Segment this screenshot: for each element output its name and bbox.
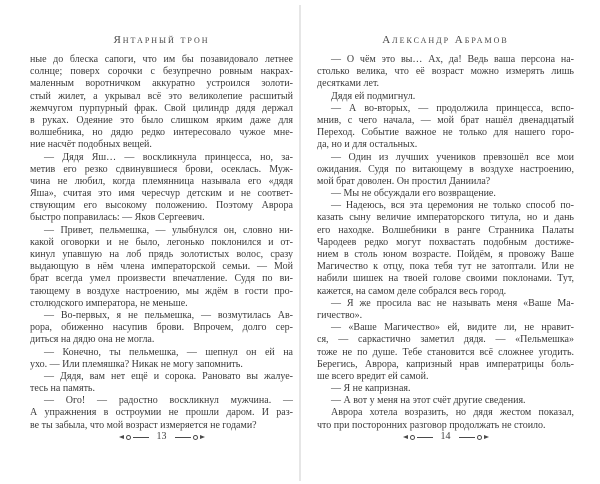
footer-ornament-right-icon [175, 435, 205, 440]
text-line: ше всего вредит ей самой. [317, 370, 429, 382]
text-line: десятками лет. [317, 78, 380, 90]
text-line: да, но и для остальных. [317, 139, 418, 151]
text-line: — Ого! — радостно воскликнул мужчина. — [44, 395, 293, 407]
text-line: ные до блеска сапоги, что им бы позавидовало летнее [30, 54, 293, 65]
text-line: — А во-вторых, — продолжила принцесса, вспо- [331, 102, 574, 114]
text-line: жемчугом пурпурный фрак. Свой цилиндр дядя держал [30, 102, 293, 114]
text-line: — Надеюсь, вся эта церемония не только способ по- [331, 200, 574, 212]
text-line: нием в столь юном возрасте. Пойдём, я провожу Ваше [317, 249, 574, 260]
footer-ornament-right-icon [459, 435, 489, 440]
text-line: солнце; поверх сорочки с безупречно ровным накрах- [30, 66, 293, 78]
text-line: Берегись, Аврора, капризный нрав императрицы боль- [317, 358, 574, 370]
text-line: тающему в воздухе настроению, мы ждём в гости про- [30, 285, 293, 297]
text-line: метив его резко сдвинувшиеся брови, осеклась. Муж- [30, 163, 293, 175]
text-line: гичество». [317, 309, 363, 321]
running-head-book-title: Янтарный трон [113, 34, 210, 46]
text-line: Магичество к отцу, пока тебя тут не затоптали. Или не [317, 261, 574, 273]
text-line: Чародеев редко могут похвастать подобным достиже- [317, 236, 574, 248]
text-line: Переход. Событие важное не только для нашего горо- [317, 127, 574, 139]
page-text-body [317, 54, 574, 432]
text-line: ся, — саркастично заметил дядя. — «Пельмешка» [317, 334, 574, 346]
text-line: стый жилет, а укрывал всё это великолепие расшитый [30, 90, 293, 102]
text-line: — Дядя, вам нет ещё и сорока. Рановато вы жалуе- [44, 370, 293, 382]
text-line: выдающую в нём члена императорской семьи. — Мой [30, 261, 293, 273]
page-left [30, 0, 293, 484]
text-line: Яша», считая это имя чересчур детским и не соответ- [30, 188, 293, 200]
text-line: — Во-первых, я не пельмешка, — возмутилась Ав- [44, 309, 293, 321]
text-line: столько велика, что её возраст можно измерять лишь [317, 66, 574, 78]
text-line: чина не любил, когда племянница называла его «дядя [30, 175, 293, 187]
text-line: — Конечно, ты пельмешка, — шепнул он ей на [44, 346, 293, 358]
text-line: кажется, на самом деле собрался весь город. [317, 285, 507, 297]
text-line: брат всегда умел произвести впечатление. Судя по ви- [30, 273, 293, 285]
text-line: рора, обиженно насупив брови. Впрочем, долго сер- [30, 322, 293, 334]
text-line: казать сыну величие императорского титула, но и дань [317, 212, 574, 224]
text-line: — «Ваше Магичество» ей, видите ли, не нравит- [331, 322, 574, 334]
page-number: 14 [440, 431, 451, 442]
text-line: — Привет, пельмешка, — улыбнулся он, словно ни- [44, 224, 293, 236]
text-line: Дядя ей подмигнул. [331, 90, 416, 102]
text-line: маленным воротничком аккуратно устроился золоти- [30, 78, 293, 90]
text-line: столюдского императора, не меньше. [30, 297, 188, 309]
text-line: ожидания. Судя по витающему в воздухе настроению, [317, 163, 574, 175]
text-line: мнив, с чего начала, — мой брат нашёл двенадцатый [317, 114, 574, 126]
text-line: диться на дядю она не могла. [30, 334, 155, 346]
text-line: волшебника, но дядю редко интересовало чужое мне- [30, 127, 293, 139]
text-line: — Мы не обсуждали его возвращение. [331, 188, 496, 200]
text-line: ве ты забыла, что мой возраст измеряется не годами? [30, 419, 257, 431]
text-line: тоже не по душе. Тебе становится всё сложнее угодить. [317, 346, 574, 358]
text-line: Аврора хотела возразить, но дядя жестом показал, [331, 407, 574, 419]
page-right [317, 0, 574, 484]
text-line: ние насчёт подобных вещей. [30, 139, 152, 151]
text-line: что при посторонних разговор продолжать не стоило. [317, 419, 546, 431]
text-line: — Один из лучших учеников превзошёл все мои [331, 151, 574, 163]
text-line: А упражнения в остроумии не прошли даром. И раз- [30, 407, 293, 419]
text-line: тесь на память. [30, 383, 95, 395]
text-line: набили шишек на твоей голове своими поклонами. Тут, [317, 273, 574, 285]
page-text-body [30, 54, 293, 432]
text-line: какой оговорки и не было, легонько поклонился и от- [30, 236, 293, 248]
text-line: — Я же просила вас не называть меня «Ваше Ма- [331, 297, 574, 309]
text-line: мой брат доволен. Он простил Даниила? [317, 175, 491, 187]
text-line: его находке. Волшебники в ранге Странника Палаты [317, 224, 574, 236]
page-footer [30, 430, 293, 444]
text-line: в руках. Одеяние это было слишком ярким даже для [30, 114, 293, 126]
text-line: кинул упавшую на лоб прядь золотистых волос, сразу [30, 249, 293, 260]
text-line: ствующим его высокому положению. Поэтому Аврора [30, 200, 293, 212]
page-spine-divider [299, 5, 301, 481]
text-line: ухо. — Или племяшка? Никак не могу запомнить. [30, 358, 243, 370]
text-line: — А вот у меня на этот счёт другие сведения. [331, 395, 526, 407]
running-head-author-name: Александр Абрамов [382, 34, 509, 46]
text-line: — О чём это вы… Ах, да! Ведь ваша персона на- [331, 54, 574, 65]
footer-ornament-left-icon [119, 435, 149, 440]
text-line: быстро поправилась: — Яков Сергеевич. [30, 212, 205, 224]
text-line: — Дядя Яш… — воскликнула принцесса, но, за- [44, 151, 293, 163]
text-line: — Я не капризная. [331, 383, 411, 395]
page-number: 13 [156, 431, 167, 442]
page-footer [317, 430, 574, 444]
footer-ornament-left-icon [403, 435, 433, 440]
